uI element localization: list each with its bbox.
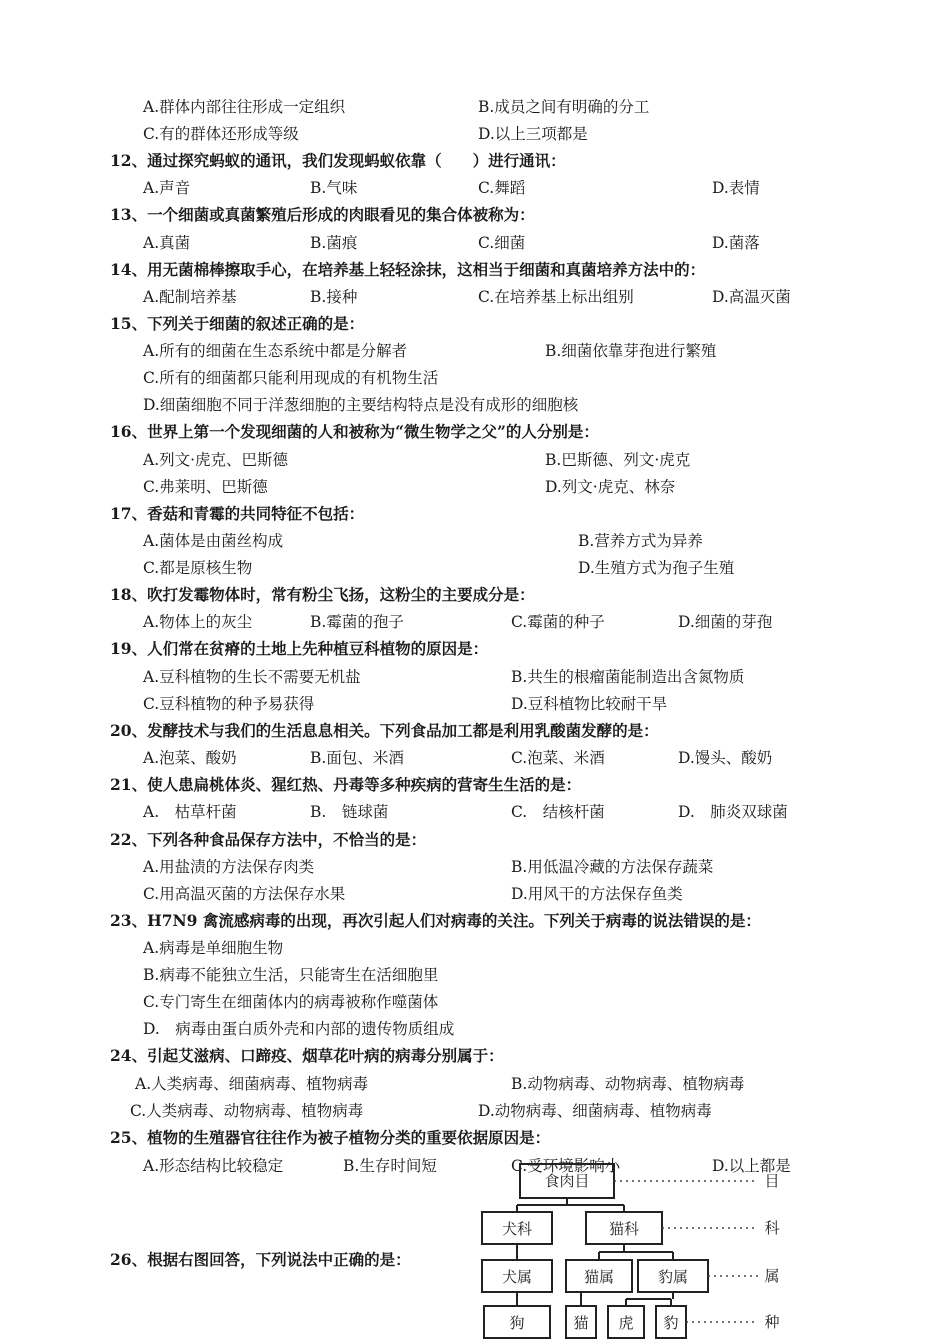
rank-label-order: 目 xyxy=(764,1172,780,1190)
q21-option-c: C. 结核杆菌 xyxy=(511,803,605,821)
q13-stem: 13、一个细菌或真菌繁殖后形成的肉眼看见的集合体被称为： xyxy=(110,205,535,224)
q16-option-b: B.巴斯德、列文·虎克 xyxy=(545,451,691,469)
q19-option-b: B.共生的根瘤菌能制造出含氮物质 xyxy=(511,668,745,686)
q25-option-b: B.生存时间短 xyxy=(343,1157,437,1175)
q11-option-b: B.成员之间有明确的分工 xyxy=(478,98,650,116)
q15-option-a: A.所有的细菌在生态系统中都是分解者 xyxy=(143,342,408,360)
taxonomy-diagram xyxy=(460,1150,790,1344)
q18-stem: 18、吹打发霉物体时，常有粉尘飞扬，这粉尘的主要成分是： xyxy=(110,585,535,604)
q15-option-b: B.细菌依靠芽孢进行繁殖 xyxy=(545,342,717,360)
genus-label-panthera: 豹属 xyxy=(657,1268,689,1286)
rank-label-genus: 属 xyxy=(764,1267,780,1285)
q12-option-c: C.舞蹈 xyxy=(478,179,526,197)
q18-option-c: C.霉菌的种子 xyxy=(511,613,605,631)
q16-stem: 16、世界上第一个发现细菌的人和被称为“微生物学之父”的人分别是： xyxy=(110,422,599,441)
q19-option-d: D.豆科植物比较耐干旱 xyxy=(511,695,668,713)
q23-option-c: C.专门寄生在细菌体内的病毒被称作噬菌体 xyxy=(143,993,439,1011)
q18-option-b: B.霉菌的孢子 xyxy=(310,613,404,631)
q16-option-c: C.弗莱明、巴斯德 xyxy=(143,478,268,496)
q18-option-a: A.物体上的灰尘 xyxy=(143,613,253,631)
q12-option-d: D.表情 xyxy=(712,179,760,197)
q14-option-a: A.配制培养基 xyxy=(143,288,237,306)
q16-option-d: D.列文·虎克、林奈 xyxy=(545,478,676,496)
q23-option-d: D. 病毒由蛋白质外壳和内部的遗传物质组成 xyxy=(143,1020,455,1038)
q21-option-b: B. 链球菌 xyxy=(310,803,389,821)
q13-option-c: C.细菌 xyxy=(478,234,526,252)
q24-option-c: C.人类病毒、动物病毒、植物病毒 xyxy=(130,1102,364,1120)
q15-option-c: C.所有的细菌都只能利用现成的有机物生活 xyxy=(143,369,439,387)
q17-option-c: C.都是原核生物 xyxy=(143,559,253,577)
q19-option-c: C.豆科植物的种予易获得 xyxy=(143,695,315,713)
q20-option-c: C.泡菜、米酒 xyxy=(511,749,605,767)
q17-option-d: D.生殖方式为孢子生殖 xyxy=(578,559,735,577)
q15-stem: 15、下列关于细菌的叙述正确的是： xyxy=(110,314,365,333)
q14-stem: 14、用无菌棉棒擦取手心，在培养基上轻轻涂抹，这相当于细菌和真菌培养方法中的： xyxy=(110,260,706,279)
q23-option-b: B.病毒不能独立生活，只能寄生在活细胞里 xyxy=(143,966,439,984)
q17-option-b: B.营养方式为异养 xyxy=(578,532,703,550)
q11-option-a: A.群体内部往往形成一定组织 xyxy=(143,98,346,116)
rank-label-family: 科 xyxy=(764,1219,780,1237)
q25-option-a: A.形态结构比较稳定 xyxy=(143,1157,284,1175)
genus-label-canis: 犬属 xyxy=(501,1268,533,1286)
q20-stem: 20、发酵技术与我们的生活息息相关。下列食品加工都是利用乳酸菌发酵的是： xyxy=(110,721,659,740)
q23-stem: 23、H7N9 禽流感病毒的出现，再次引起人们对病毒的关注。下列关于病毒的说法错误的是： xyxy=(110,911,761,930)
species-label-dog: 狗 xyxy=(509,1314,525,1332)
q19-option-a: A.豆科植物的生长不需要无机盐 xyxy=(143,668,361,686)
q22-stem: 22、下列各种食品保存方法中，不恰当的是： xyxy=(110,830,427,849)
q13-option-b: B.菌痕 xyxy=(310,234,358,252)
q23-option-a: A.病毒是单细胞生物 xyxy=(143,939,284,957)
genus-label-felis: 猫属 xyxy=(583,1268,615,1286)
q14-option-d: D.高温灭菌 xyxy=(712,288,791,306)
q20-option-b: B.面包、米酒 xyxy=(310,749,404,767)
q12-stem: 12、通过探究蚂蚁的通讯，我们发现蚂蚁依靠（ ）进行通讯： xyxy=(110,151,566,170)
q24-option-d: D.动物病毒、细菌病毒、植物病毒 xyxy=(478,1102,712,1120)
q22-option-c: C.用高温灭菌的方法保存水果 xyxy=(143,885,346,903)
q24-option-a: A.人类病毒、细菌病毒、植物病毒 xyxy=(135,1075,369,1093)
q22-option-b: B.用低温冷藏的方法保存蔬菜 xyxy=(511,858,714,876)
q24-stem: 24、引起艾滋病、口蹄疫、烟草花叶病的病毒分别属于： xyxy=(110,1046,504,1065)
q20-option-d: D.馒头、酸奶 xyxy=(678,749,773,767)
q11-option-c: C.有的群体还形成等级 xyxy=(143,125,299,143)
q14-option-c: C.在培养基上标出组别 xyxy=(478,288,634,306)
q26-stem: 26、根据右图回答，下列说法中正确的是： xyxy=(110,1250,411,1269)
q11-option-d: D.以上三项都是 xyxy=(478,125,588,143)
species-label-cat: 猫 xyxy=(573,1314,589,1332)
order-label: 食肉目 xyxy=(544,1172,590,1190)
q13-option-d: D.菌落 xyxy=(712,234,760,252)
q19-stem: 19、人们常在贫瘠的土地上先种植豆科植物的原因是： xyxy=(110,639,489,658)
q18-option-d: D.细菌的芽孢 xyxy=(678,613,773,631)
q14-option-b: B.接种 xyxy=(310,288,358,306)
q13-option-a: A.真菌 xyxy=(143,234,191,252)
q15-option-d: D.细菌细胞不同于洋葱细胞的主要结构特点是没有成形的细胞核 xyxy=(143,396,579,414)
q20-option-a: A.泡菜、酸奶 xyxy=(143,749,237,767)
family-label-felidae: 猫科 xyxy=(608,1220,640,1238)
q21-option-d: D. 肺炎双球菌 xyxy=(678,803,788,821)
family-label-canidae: 犬科 xyxy=(501,1220,533,1238)
q25-option-c: C.受环境影响小 xyxy=(511,1157,621,1175)
q22-option-a: A.用盐渍的方法保存肉类 xyxy=(143,858,315,876)
q24-option-b: B.动物病毒、动物病毒、植物病毒 xyxy=(511,1075,745,1093)
q16-option-a: A.列文·虎克、巴斯德 xyxy=(143,451,289,469)
q12-option-a: A.声音 xyxy=(143,179,191,197)
species-label-tiger: 虎 xyxy=(618,1314,634,1332)
q12-option-b: B.气味 xyxy=(310,179,358,197)
q22-option-d: D.用风干的方法保存鱼类 xyxy=(511,885,683,903)
species-label-leopard: 豹 xyxy=(663,1314,679,1332)
q17-stem: 17、香菇和青霉的共同特征不包括： xyxy=(110,504,365,523)
rank-label-species: 种 xyxy=(764,1313,780,1331)
q21-option-a: A. 枯草杆菌 xyxy=(143,803,237,821)
q25-option-d: D.以上都是 xyxy=(712,1157,791,1175)
q25-stem: 25、植物的生殖器官往往作为被子植物分类的重要依据原因是： xyxy=(110,1128,551,1147)
q17-option-a: A.菌体是由菌丝构成 xyxy=(143,532,284,550)
q21-stem: 21、使人患扁桃体炎、猩红热、丹毒等多种疾病的营寄生生活的是： xyxy=(110,775,582,794)
